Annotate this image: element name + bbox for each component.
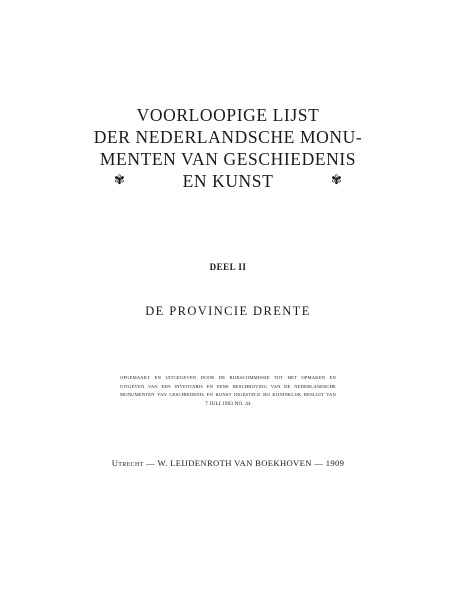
publisher-imprint bbox=[0, 458, 456, 468]
imprint-city: Utrecht bbox=[111, 458, 144, 468]
main-title bbox=[0, 104, 456, 192]
flower-ornament-icon: ✾ bbox=[114, 172, 125, 187]
flower-ornament-icon: ✾ bbox=[331, 172, 342, 187]
title-last-row bbox=[0, 170, 456, 192]
imprint-publisher-year: — W. LEIJDENROTH VAN BOEKHOVEN — 1909 bbox=[143, 458, 345, 468]
commission-line-4: 7 JULI 1903 NO. 44 bbox=[205, 400, 251, 407]
title-line-2: DER NEDERLANDSCHE MONU- bbox=[93, 127, 363, 147]
commission-line-2: UITGEVEN VAN EEN INVENTARIS EN EENE BESCHRIJVING VAN DE NEDERLANDSCHE bbox=[120, 383, 336, 389]
title-line-1: VOORLOOPIGE LIJST bbox=[136, 105, 320, 125]
commission-line-1: OPGEMAAKT EN UITGEGEVEN DOOR DE RIJKSCOMMISSIE TOT HET OPMAKEN EN bbox=[120, 375, 336, 380]
commission-statement bbox=[120, 374, 336, 408]
commission-line-3: MONUMENTEN VAN GESCHIEDENIS EN KUNST INGESTELD BIJ KONINKLIJK BESLUIT VAN bbox=[120, 392, 336, 398]
province-heading: DE PROVINCIE DRENTE bbox=[145, 304, 311, 318]
title-line-4: EN KUNST bbox=[182, 171, 274, 191]
title-line-3: MENTEN VAN GESCHIEDENIS bbox=[99, 149, 357, 169]
volume-label: DEEL II bbox=[209, 262, 247, 272]
